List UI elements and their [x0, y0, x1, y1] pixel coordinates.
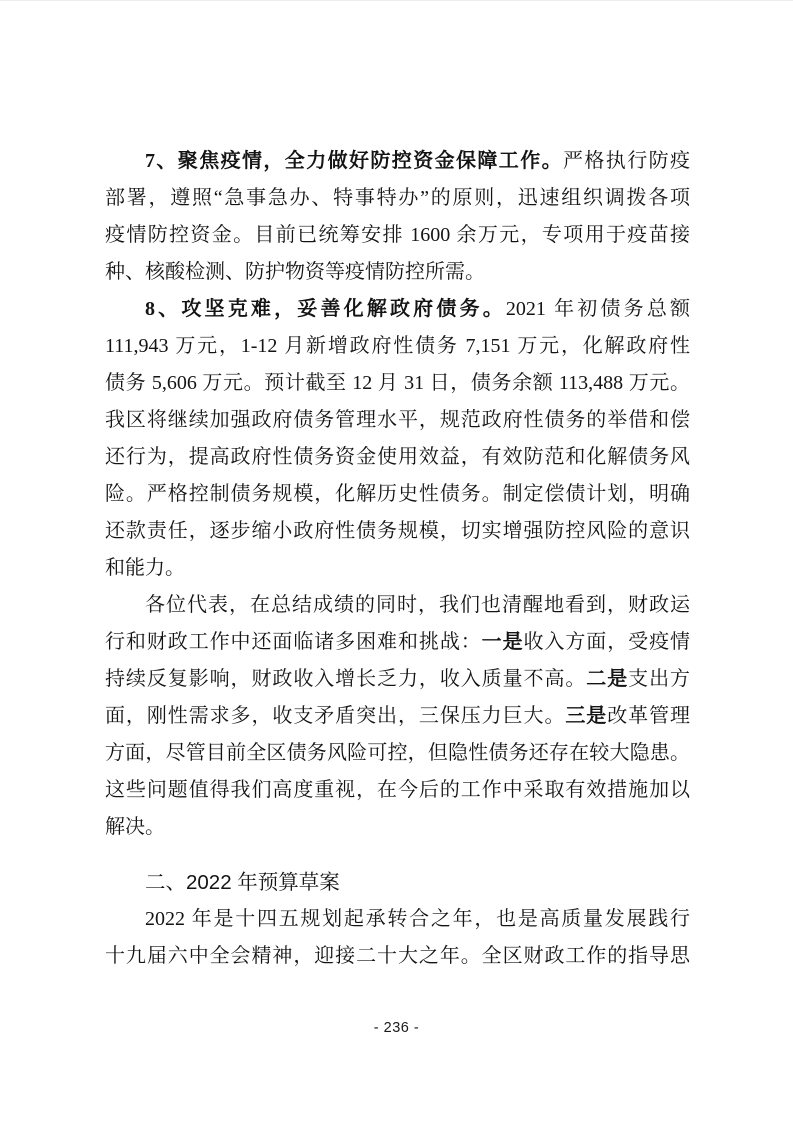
paragraph-line	[105, 291, 690, 328]
text-run: 和能力。	[105, 557, 185, 579]
text-run: 还行为，提高政府性债务资金使用效益，有效防范和化解债务风	[105, 446, 690, 468]
paragraph-line	[105, 735, 690, 772]
text-run: 持续反复影响，财政收入增长乏力，收入质量不高。	[105, 668, 587, 690]
text-run: 这些问题值得我们高度重视，在今后的工作中采取有效措施加以	[105, 779, 690, 801]
text-run: 还款责任，逐步缩小政府性债务规模，切实增强防控风险的意识	[105, 520, 690, 542]
paragraph-line	[105, 938, 690, 975]
paragraph-line	[105, 476, 690, 513]
paragraph-line	[105, 328, 690, 365]
section-heading	[105, 864, 690, 901]
text-run: 险。严格控制债务规模，化解历史性债务。制定偿债计划，明确	[105, 483, 690, 505]
paragraph-line	[105, 365, 690, 402]
text-run: 111,943 万元，1-12 月新增政府性债务 7,151 万元，化解政府性	[105, 335, 690, 357]
document-body	[105, 143, 690, 975]
paragraph-line	[105, 217, 690, 254]
paragraph-line	[105, 513, 690, 550]
paragraph-line	[105, 809, 690, 846]
text-run: 改革管理	[607, 705, 691, 727]
page-number: - 236 -	[373, 1020, 420, 1036]
text-run: 支出方	[628, 668, 691, 690]
text-run: 行和财政工作中还面临诸多困难和挑战：	[105, 631, 482, 653]
paragraph-line	[105, 624, 690, 661]
text-run: 面，刚性需求多，收支矛盾突出，三保压力巨大。	[105, 705, 566, 727]
bold-marker-text: 二是	[586, 668, 629, 690]
paragraph-line	[105, 587, 690, 624]
text-run: 各位代表，在总结成绩的同时，我们也清醒地看到，财政运	[145, 594, 690, 616]
section-heading-text: 二、2022 年预算草案	[145, 871, 340, 894]
paragraph-line	[105, 661, 690, 698]
page-footer	[0, 1019, 793, 1037]
text-run: 2021 年初债务总额	[505, 298, 691, 320]
paragraph-line	[105, 439, 690, 476]
text-run: 2022 年是十四五规划起承转合之年，也是高质量发展践行	[145, 908, 690, 930]
paragraph-line	[105, 901, 690, 938]
text-run: 债务 5,606 万元。预计截至 12 月 31 日，债务余额 113,488 万元。	[105, 372, 690, 394]
text-run: 种、核酸检测、防护物资等疫情防控所需。	[105, 261, 485, 283]
paragraph-line	[105, 772, 690, 809]
bold-lead-text: 8、攻坚克难，妥善化解政府债务。	[145, 298, 506, 320]
paragraph-line	[105, 698, 690, 735]
paragraph-line	[105, 254, 690, 291]
paragraph-line	[105, 550, 690, 587]
text-run: 十九届六中全会精神，迎接二十大之年。全区财政工作的指导思	[105, 945, 690, 967]
paragraph-line	[105, 402, 690, 439]
paragraph-line	[105, 180, 690, 217]
bold-lead-text: 7、聚焦疫情，全力做好防控资金保障工作。	[145, 150, 563, 172]
text-run: 解决。	[105, 816, 165, 838]
paragraph-line	[105, 143, 690, 180]
text-run: 部署，遵照“急事急办、特事特办”的原则，迅速组织调拨各项	[105, 187, 690, 209]
text-run: 疫情防控资金。目前已统筹安排 1600 余万元，专项用于疫苗接	[105, 224, 690, 246]
text-run: 方面，尽管目前全区债务风险可控，但隐性债务还存在较大隐患。	[105, 742, 690, 764]
bold-marker-text: 三是	[565, 705, 608, 727]
text-run: 我区将继续加强政府债务管理水平，规范政府性债务的举借和偿	[105, 409, 690, 431]
text-run: 严格执行防疫	[563, 150, 691, 172]
text-run: 收入方面，受疫情	[523, 631, 691, 653]
bold-marker-text: 一是	[481, 631, 524, 653]
